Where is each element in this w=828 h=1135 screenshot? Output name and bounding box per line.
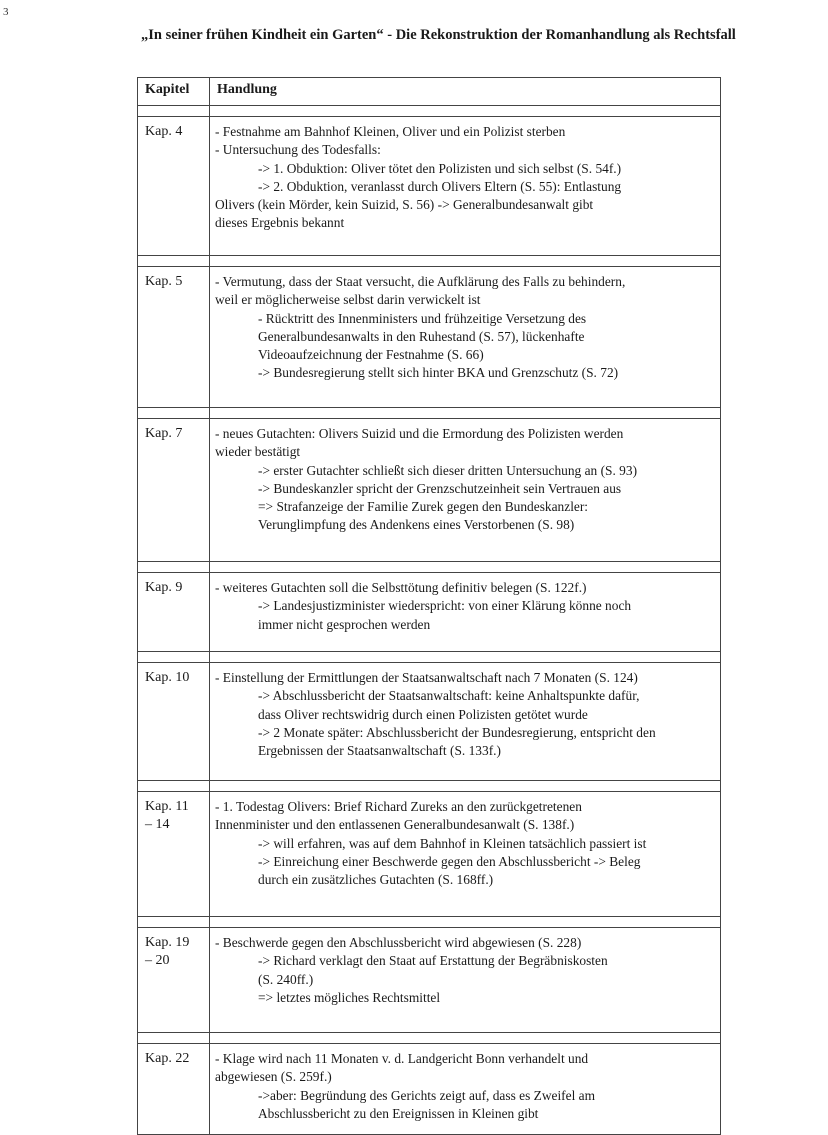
plot-line: ->aber: Begründung des Gerichts zeigt auf, dass es Zweifel am <box>258 1087 595 1103</box>
row-spacer <box>138 652 721 663</box>
table-row <box>138 573 721 652</box>
plot-line: - neues Gutachten: Olivers Suizid und die Ermordung des Polizisten werden <box>215 426 624 441</box>
plot-cell <box>210 792 721 917</box>
plot-line: dass Oliver rechtswidrig durch einen Polizisten getötet wurde <box>258 706 588 722</box>
document-title: „In seiner frühen Kindheit ein Garten“ - Die Rekonstruktion der Romanhandlung als Rechtsfall <box>141 27 736 43</box>
row-spacer <box>138 256 721 267</box>
plot-line: -> 2. Obduktion, veranlasst durch Olivers Eltern (S. 55): Entlastung <box>258 178 622 194</box>
plot-cell <box>210 663 721 781</box>
chapter-cell: Kap. 22 <box>138 1044 210 1135</box>
plot-line: - weiteres Gutachten soll die Selbsttötung definitiv belegen (S. 122f.) <box>215 580 587 595</box>
plot-line: -> Richard verklagt den Staat auf Erstattung der Begräbniskosten <box>258 953 608 969</box>
chapter-cell: Kap. 7 <box>138 419 210 562</box>
plot-line: -> erster Gutachter schließt sich dieser dritten Untersuchung an (S. 93) <box>258 462 638 478</box>
chapter-cell: Kap. 4 <box>138 117 210 256</box>
chapter-cell: Kap. 5 <box>138 267 210 408</box>
chapter-cell: Kap. 19 – 20 <box>138 928 210 1033</box>
plot-cell <box>210 419 721 562</box>
plot-line: weil er möglicherweise selbst darin verwickelt ist <box>215 292 481 308</box>
plot-line: Olivers (kein Mörder, kein Suizid, S. 56) -> Generalbundesanwalt gibt <box>215 197 594 213</box>
plot-line: -> Bundeskanzler spricht der Grenzschutzeinheit sein Vertrauen aus <box>258 480 622 496</box>
plot-line: - Festnahme am Bahnhof Kleinen, Oliver und ein Polizist sterben <box>215 124 566 139</box>
table-row <box>138 792 721 917</box>
plot-cell <box>210 573 721 652</box>
plot-line: Generalbundesanwalts in den Ruhestand (S. 57), lückenhafte <box>258 328 585 344</box>
header-plot: Handlung <box>210 78 721 106</box>
row-spacer <box>138 1033 721 1044</box>
plot-line: => letztes mögliches Rechtsmittel <box>258 989 441 1005</box>
plot-line: abgewiesen (S. 259f.) <box>215 1069 332 1085</box>
plot-line: - Klage wird nach 11 Monaten v. d. Landgericht Bonn verhandelt und <box>215 1051 589 1066</box>
plot-line: -> Landesjustizminister wiederspricht: von einer Klärung könne noch <box>258 598 632 614</box>
table-row <box>138 663 721 781</box>
plot-line: - 1. Todestag Olivers: Brief Richard Zureks an den zurückgetretenen <box>215 799 582 814</box>
plot-line: -> Einreichung einer Beschwerde gegen den Abschlussbericht -> Beleg <box>258 853 641 869</box>
plot-line: Ergebnissen der Staatsanwaltschaft (S. 133f.) <box>258 743 501 759</box>
plot-line: dieses Ergebnis bekannt <box>215 215 345 231</box>
plot-line: - Einstellung der Ermittlungen der Staatsanwaltschaft nach 7 Monaten (S. 124) <box>215 670 638 685</box>
plot-line: Innenminister und den entlassenen Generalbundesanwalt (S. 138f.) <box>215 817 575 833</box>
table-row <box>138 928 721 1033</box>
plot-line: immer nicht gesprochen werden <box>258 616 431 632</box>
plot-line: => Strafanzeige der Familie Zurek gegen den Bundeskanzler: <box>258 499 589 515</box>
plot-line: -> 2 Monate später: Abschlussbericht der Bundesregierung, entspricht den <box>258 724 656 740</box>
plot-line: -> will erfahren, was auf dem Bahnhof in Kleinen tatsächlich passiert ist <box>258 835 647 851</box>
header-chapter: Kapitel <box>138 78 210 106</box>
row-spacer <box>138 408 721 419</box>
chapter-cell: Kap. 9 <box>138 573 210 652</box>
chapter-table <box>137 77 721 1135</box>
table-row <box>138 267 721 408</box>
table-row <box>138 117 721 256</box>
plot-line: -> Bundesregierung stellt sich hinter BKA und Grenzschutz (S. 72) <box>258 365 619 381</box>
page-number: 3 <box>3 6 9 18</box>
table-row <box>138 1044 721 1135</box>
plot-cell <box>210 117 721 256</box>
row-spacer <box>138 917 721 928</box>
chapter-cell: Kap. 10 <box>138 663 210 781</box>
plot-cell <box>210 1044 721 1135</box>
row-spacer <box>138 106 721 117</box>
plot-line: - Beschwerde gegen den Abschlussbericht wird abgewiesen (S. 228) <box>215 935 582 950</box>
plot-line: (S. 240ff.) <box>258 971 314 987</box>
plot-line: Abschlussbericht zu den Ereignissen in Kleinen gibt <box>258 1105 539 1121</box>
plot-line: Verunglimpfung des Andenkens eines Verstorbenen (S. 98) <box>258 517 575 533</box>
chapter-cell: Kap. 11 – 14 <box>138 792 210 917</box>
plot-line: durch ein zusätzliches Gutachten (S. 168ff.) <box>258 872 494 888</box>
row-spacer <box>138 562 721 573</box>
plot-line: - Rücktritt des Innenministers und frühzeitige Versetzung des <box>258 310 587 326</box>
plot-line: wieder bestätigt <box>215 444 301 460</box>
table-body <box>138 106 721 1135</box>
table-header-row <box>138 78 721 106</box>
plot-cell <box>210 267 721 408</box>
plot-line: -> 1. Obduktion: Oliver tötet den Polizisten und sich selbst (S. 54f.) <box>258 160 622 176</box>
plot-line: - Vermutung, dass der Staat versucht, die Aufklärung des Falls zu behindern, <box>215 274 626 289</box>
plot-line: - Untersuchung des Todesfalls: <box>215 142 381 158</box>
plot-line: Videoaufzeichnung der Festnahme (S. 66) <box>258 347 484 363</box>
plot-cell <box>210 928 721 1033</box>
row-spacer <box>138 781 721 792</box>
plot-line: -> Abschlussbericht der Staatsanwaltschaft: keine Anhaltspunkte dafür, <box>258 688 640 704</box>
table-row <box>138 419 721 562</box>
